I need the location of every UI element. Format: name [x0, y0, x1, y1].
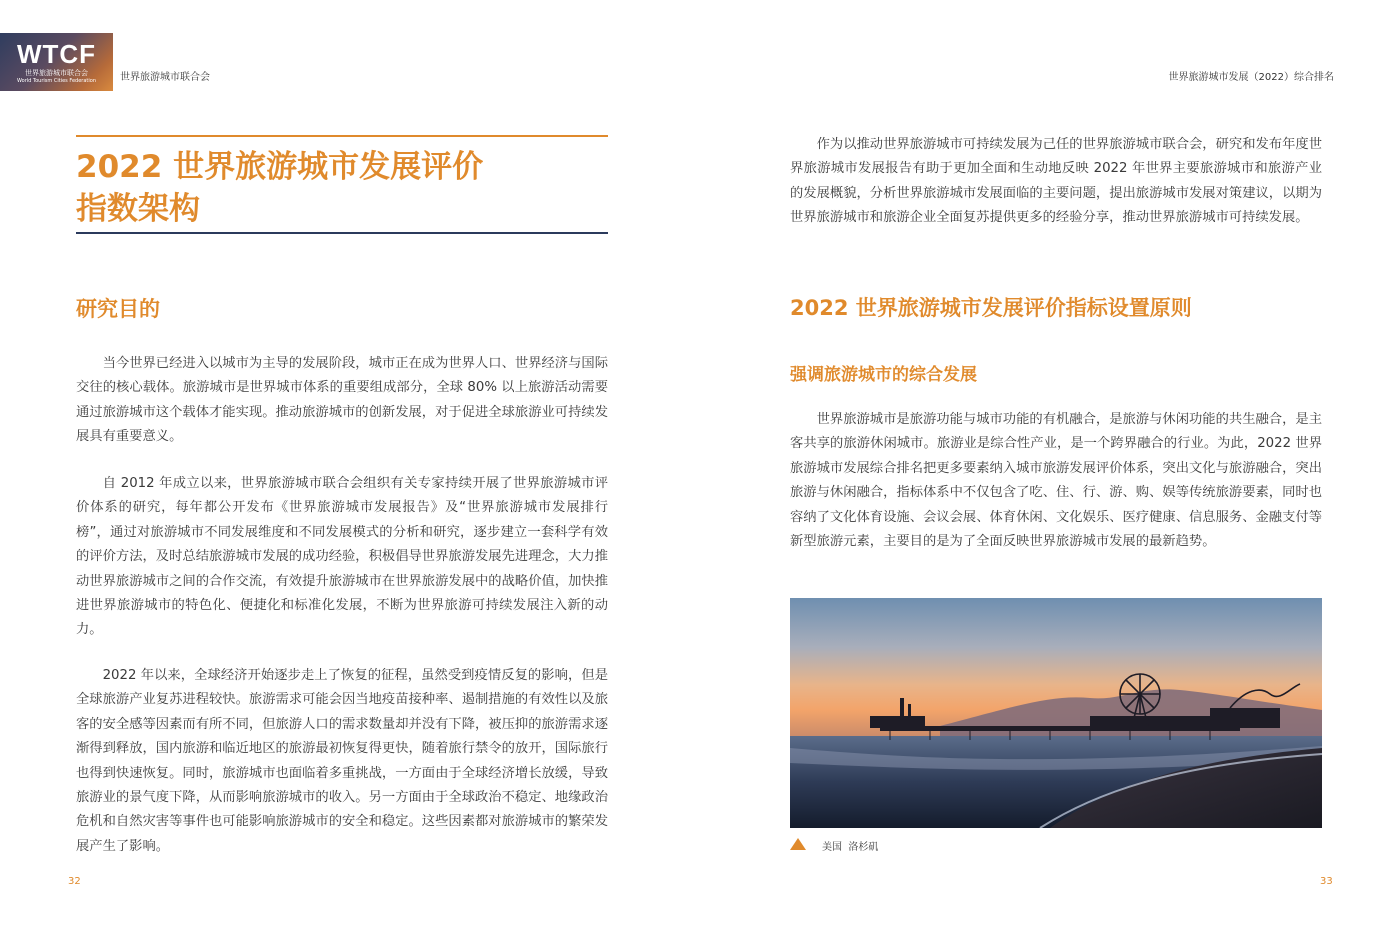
title-top-rule — [76, 135, 608, 137]
page-title-line-1: 2022 世界旅游城市发展评价 — [76, 149, 484, 185]
title-bottom-rule — [76, 232, 608, 234]
page-title — [76, 146, 616, 230]
left-paragraph-1: 当今世界已经进入以城市为主导的发展阶段，城市正在成为世界人口、世界经济与国际交往的核心载体。旅游城市是世界城市体系的重要组成部分，全球 80% 以上旅游活动需要通过旅游城市这个载体才能实现。推动旅游城市的创新发展，对于促进全球旅游业可持续发展具有重要意义。 — [76, 356, 608, 445]
page-number-left: 32 — [68, 876, 81, 887]
section-heading-research-purpose: 研究目的 — [76, 297, 160, 321]
wtcf-logo — [0, 33, 113, 91]
logo-english-name: World Tourism Cities Federation — [17, 78, 96, 84]
subheading-comprehensive-development: 强调旅游城市的综合发展 — [790, 365, 977, 385]
right-paragraph: 世界旅游城市是旅游功能与城市功能的有机融合，是旅游与休闲功能的共生融合，是主客共享的旅游休闲城市。旅游业是综合性产业，是一个跨界融合的行业。为此，2022 世界旅游城市发展综合排名把更多要素纳入城市旅游发展评价体系，突出文化与旅游融合，突出旅游与休闲融合，指标体系中不仅包含了吃、住、行、游、购、娱等传统旅游要素，同时也容纳了文化体育设施、会议会展、体育休闲、文化娱乐、医疗健康、信息服务、金融支付等新型旅游元素，主要目的是为了全面反映世界旅游城市发展的最新趋势。 — [790, 412, 1322, 550]
photo-caption: 美国 洛杉矶 — [822, 842, 879, 853]
header-report-name: 世界旅游城市发展（2022）综合排名 — [1168, 72, 1334, 83]
header-org-name: 世界旅游城市联合会 — [120, 72, 210, 83]
section-heading-principles: 2022 世界旅游城市发展评价指标设置原则 — [790, 296, 1192, 320]
page-title-line-2: 指数架构 — [76, 191, 200, 227]
left-paragraph-2: 自 2012 年成立以来，世界旅游城市联合会组织有关专家持续开展了世界旅游城市评价体系的研究，每年都公开发布《世界旅游城市发展报告》及“世界旅游城市发展排行榜”，通过对旅游城市不同发展维度和不同发展模式的分析和研究，逐步建立一套科学有效的评价方法，及时总结旅游城市发展的成功经验，积极倡导世界旅游发展先进理念，大力推动世界旅游城市之间的合作交流，有效提升旅游城市在世界旅游发展中的战略价值，加快推进世界旅游城市的特色化、便捷化和标准化发展，不断为世界旅游可持续发展注入新的动力。 — [76, 476, 608, 638]
page-number-right: 33 — [1320, 876, 1333, 887]
logo-mark: WTCF — [16, 39, 97, 69]
caption-triangle-icon — [790, 838, 806, 850]
right-intro-paragraph: 作为以推动世界旅游城市可持续发展为己任的世界旅游城市联合会，研究和发布年度世界旅游城市发展报告有助于更加全面和生动地反映 2022 年世界主要旅游城市和旅游产业的发展概貌，分析世界旅游城市发展面临的主要问题，提出旅游城市发展对策建议，以期为世界旅游城市和旅游企业全面复苏提供更多的经验分享，推动世界旅游城市可持续发展。 — [790, 137, 1322, 226]
left-paragraph-3: 2022 年以来，全球经济开始逐步走上了恢复的征程，虽然受到疫情反复的影响，但是全球旅游产业复苏进程较快。旅游需求可能会因当地疫苗接种率、遏制措施的有效性以及旅客的安全感等因素而有所不同，但旅游人口的需求数量却并没有下降，被压抑的旅游需求逐渐得到释放，国内旅游和临近地区的旅游最初恢复得更快，随着旅行禁令的放开，国际旅行也得到快速恢复。同时，旅游城市也面临着多重挑战，一方面由于全球经济增长放缓，导致旅游业的景气度下降，从而影响旅游城市的收入。另一方面由于全球政治不稳定、地缘政治危机和自然灾害等事件也可能影响旅游城市的安全和稳定。这些因素都对旅游城市的繁荣发展产生了影响。 — [76, 668, 608, 854]
logo-chinese-name: 世界旅游城市联合会 — [25, 69, 88, 77]
santa-monica-pier-photo — [790, 598, 1322, 828]
